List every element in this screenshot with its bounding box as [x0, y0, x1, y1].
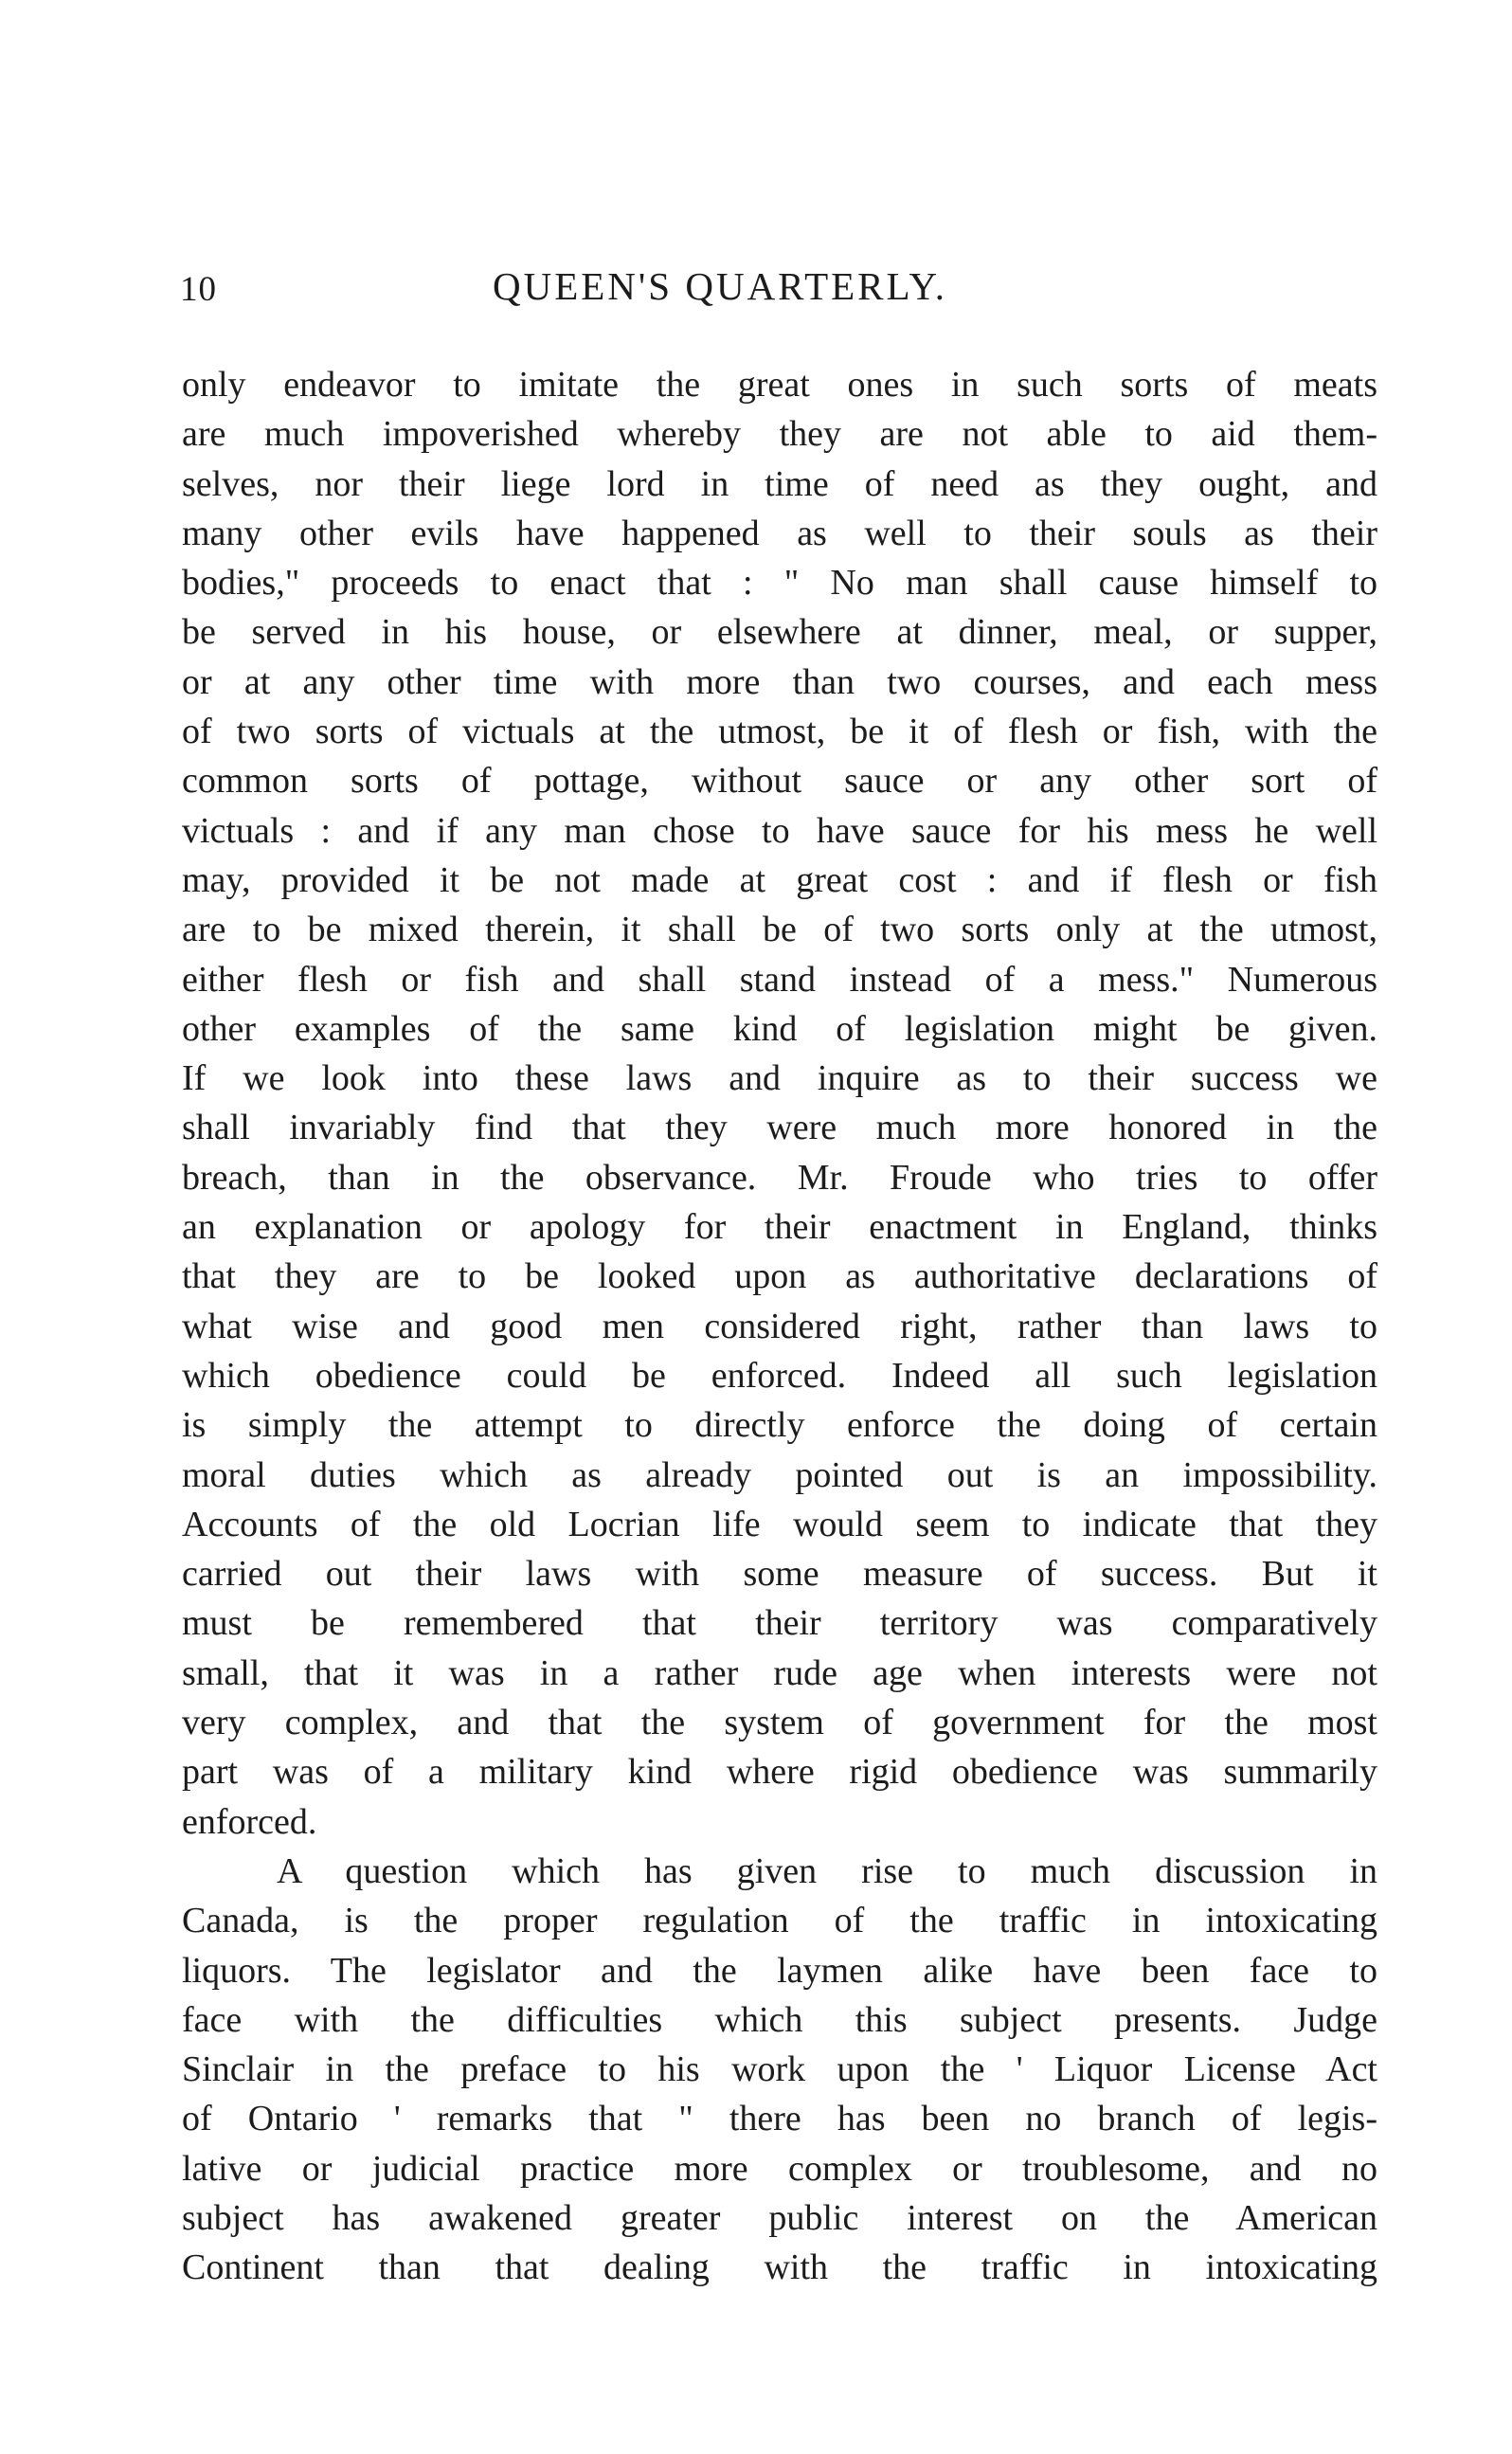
text-line: lative or judicial practice more complex or troublesome, and no: [182, 2148, 1377, 2189]
text-line: breach, than in the observance. Mr. Froude who tries to offer: [182, 1157, 1377, 1198]
text-line: moral duties which as already pointed out is an impossibility.: [182, 1454, 1377, 1495]
text-line: many other evils have happened as well to their souls as their: [182, 513, 1377, 553]
text-line: subject has awakened greater public interest on the American: [182, 2197, 1377, 2238]
text-line: very complex, and that the system of government for the most: [182, 1703, 1377, 1743]
text-line: Continent than that dealing with the traffic in intoxicating: [182, 2247, 1377, 2288]
text-line: may, provided it be not made at great cost : and if flesh or fish: [182, 859, 1377, 900]
text-line: are to be mixed therein, it shall be of two sorts only at the utmost,: [182, 910, 1377, 950]
text-line: of two sorts of victuals at the utmost, be it of flesh or fish, with the: [182, 712, 1377, 752]
paragraph-2: [182, 1847, 1377, 2293]
text-line: carried out their laws with some measure of success. But it: [182, 1554, 1377, 1595]
text-line: that they are to be looked upon as authoritative declarations of: [182, 1256, 1377, 1297]
running-title: QUEEN'S QUARTERLY.: [493, 264, 948, 308]
running-head: [180, 263, 1383, 320]
text-line: bodies," proceeds to enact that : " No man shall cause himself to: [182, 563, 1377, 604]
text-line: of Ontario ' remarks that " there has been no branch of legis-: [182, 2099, 1377, 2139]
text-line: other examples of the same kind of legislation might be given.: [182, 1008, 1377, 1049]
text-line: liquors. The legislator and the laymen alike have been face to: [182, 1950, 1377, 1991]
text-line: what wise and good men considered right, rather than laws to: [182, 1306, 1377, 1346]
text-line: Sinclair in the preface to his work upon the ' Liquor License Act: [182, 2049, 1377, 2090]
page-number: 10: [180, 270, 217, 309]
text-line: only endeavor to imitate the great ones in such sorts of meats: [182, 365, 1377, 405]
text-line: If we look into these laws and inquire as to their success we: [182, 1058, 1377, 1099]
text-line: an explanation or apology for their enactment in England, thinks: [182, 1207, 1377, 1248]
text-line: Canada, is the proper regulation of the traffic in intoxicating: [182, 1901, 1377, 1941]
text-line: enforced.: [182, 1801, 317, 1842]
body-text: [182, 360, 1377, 2293]
text-line: victuals : and if any man chose to have sauce for his mess he well: [182, 810, 1377, 851]
text-line: small, that it was in a rather rude age when interests were not: [182, 1652, 1377, 1693]
text-line: either flesh or fish and shall stand instead of a mess." Numerous: [182, 959, 1377, 1000]
text-line: are much impoverished whereby they are not able to aid them-: [182, 414, 1377, 455]
text-line: face with the difficulties which this subject presents. Judge: [182, 1999, 1377, 2040]
text-line: which obedience could be enforced. Indeed all such legislation: [182, 1355, 1377, 1396]
text-line: Accounts of the old Locrian life would seem to indicate that they: [182, 1504, 1377, 1544]
text-line: A question which has given rise to much discussion in: [277, 1850, 1377, 1891]
text-line: common sorts of pottage, without sauce or any other sort of: [182, 761, 1377, 802]
text-line: be served in his house, or elsewhere at dinner, meal, or supper,: [182, 612, 1377, 653]
paragraph-1: [182, 360, 1377, 1847]
text-line: or at any other time with more than two courses, and each mess: [182, 661, 1377, 702]
text-line: shall invariably find that they were much more honored in the: [182, 1108, 1377, 1148]
text-line: is simply the attempt to directly enforce the doing of certain: [182, 1405, 1377, 1446]
text-line: part was of a military kind where rigid obedience was summarily: [182, 1752, 1377, 1793]
text-line: selves, nor their liege lord in time of need as they ought, and: [182, 463, 1377, 504]
text-line: must be remembered that their territory was comparatively: [182, 1603, 1377, 1644]
